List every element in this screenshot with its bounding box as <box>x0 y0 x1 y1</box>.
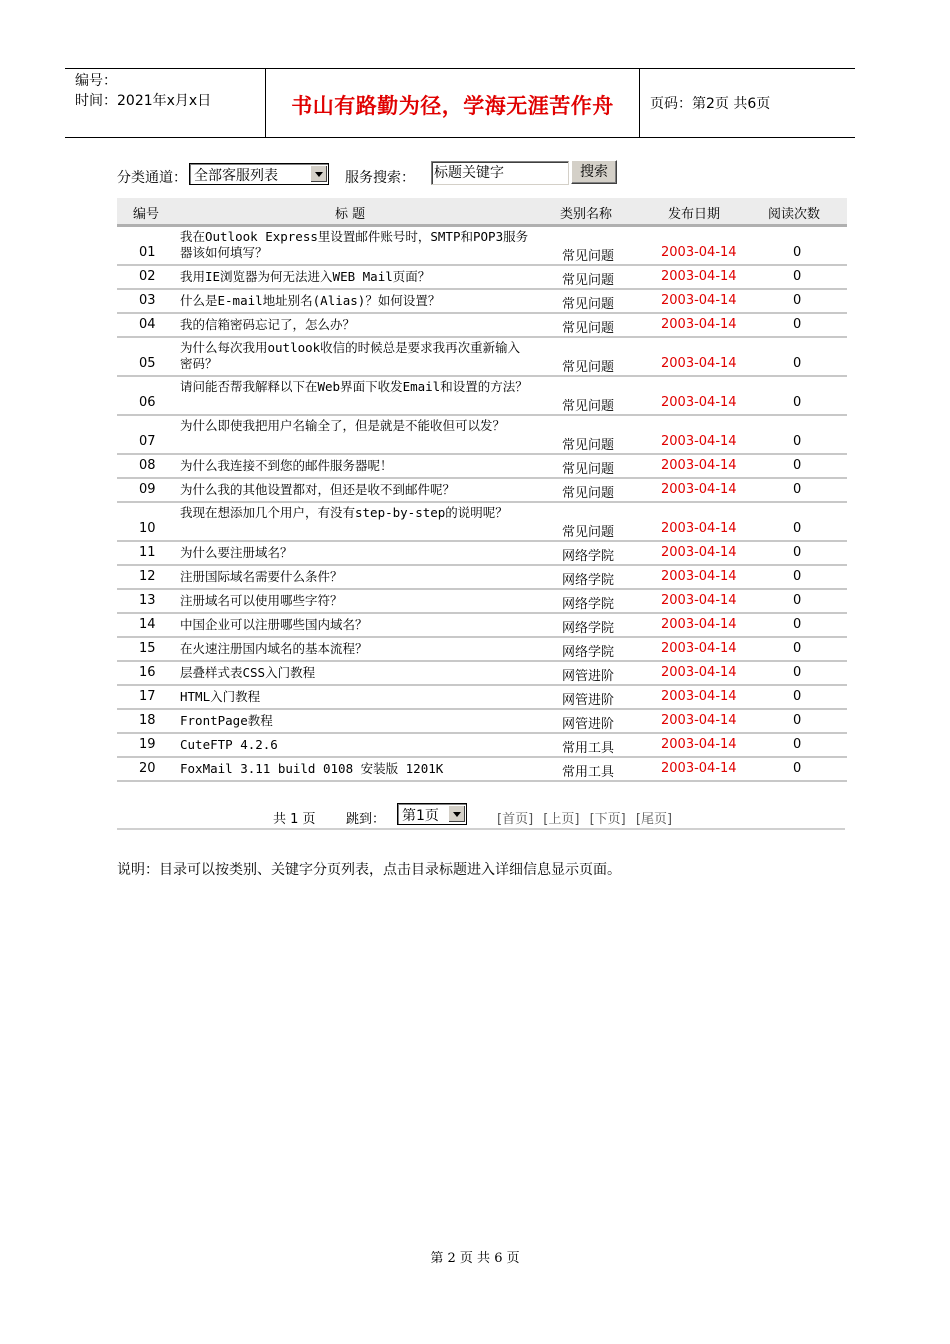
row-category: 常见问题 <box>562 438 615 453</box>
next-page-link[interactable]: [下页] <box>589 812 626 827</box>
jump-select[interactable] <box>397 803 467 825</box>
row-number: 06 <box>139 395 156 410</box>
row-date: 2003-04-14 <box>661 269 737 284</box>
row-title-link[interactable]: 什么是E-mail地址别名(Alias)？如何设置？ <box>180 293 441 308</box>
row-category: 网络学院 <box>562 549 615 564</box>
table-row[interactable] <box>117 686 847 710</box>
table-row[interactable] <box>117 479 847 503</box>
row-title-link[interactable]: 注册域名可以使用哪些字符？ <box>180 593 343 608</box>
row-title-link[interactable]: 在火速注册国内域名的基本流程？ <box>180 641 368 656</box>
row-category: 网管进阶 <box>562 693 615 708</box>
row-title-link[interactable]: 我用IE浏览器为何无法进入WEB Mail页面？ <box>180 269 431 284</box>
table-row[interactable] <box>117 662 847 686</box>
search-label: 服务搜索： <box>345 170 415 186</box>
row-category: 网管进阶 <box>562 717 615 732</box>
row-category: 常用工具 <box>562 741 615 756</box>
row-title-link[interactable]: 中国企业可以注册哪些国内域名？ <box>180 617 368 632</box>
category-select[interactable] <box>189 163 329 185</box>
row-read-count: 0 <box>793 482 802 497</box>
row-title-link[interactable]: 为什么我连接不到您的邮件服务器呢！ <box>180 458 393 473</box>
table-row[interactable] <box>117 734 847 758</box>
row-date: 2003-04-14 <box>661 545 737 560</box>
row-date: 2003-04-14 <box>661 665 737 680</box>
row-read-count: 0 <box>793 689 802 704</box>
time-label: 时间：2021年x月x日 <box>75 93 212 109</box>
row-number: 18 <box>139 713 156 728</box>
row-number: 16 <box>139 665 156 680</box>
row-title-link[interactable]: 我现在想添加几个用户，有没有step-by-step的说明呢？ <box>180 505 508 520</box>
table-row[interactable] <box>117 710 847 734</box>
first-page-link[interactable]: [首页] <box>497 812 534 827</box>
table-row[interactable] <box>117 566 847 590</box>
row-category: 常见问题 <box>562 321 615 336</box>
row-category: 常用工具 <box>562 765 615 780</box>
row-date: 2003-04-14 <box>661 713 737 728</box>
row-number: 19 <box>139 737 156 752</box>
row-read-count: 0 <box>793 269 802 284</box>
row-date: 2003-04-14 <box>661 482 737 497</box>
row-title-link[interactable]: 层叠样式表CSS入门教程 <box>180 665 316 680</box>
row-number: 03 <box>139 293 156 308</box>
table-row[interactable] <box>117 377 847 416</box>
chevron-down-icon[interactable] <box>310 165 327 182</box>
prev-page-link[interactable]: [上页] <box>543 812 580 827</box>
table-row[interactable] <box>117 227 847 266</box>
table-row[interactable] <box>117 503 847 542</box>
description-note: 说明：目录可以按类别、关键字分页列表，点击目录标题进入详细信息显示页面。 <box>117 862 621 878</box>
row-title-link[interactable]: 为什么即使我把用户名输全了，但是就是不能收但可以发？ <box>180 418 506 433</box>
row-category: 常见问题 <box>562 399 615 414</box>
row-read-count: 0 <box>793 245 802 260</box>
code-label: 编号： <box>75 73 117 89</box>
pager-links <box>497 808 678 827</box>
row-read-count: 0 <box>793 356 802 371</box>
header-motto: 书山有路勤为径，学海无涯苦作舟 <box>291 93 614 118</box>
row-number: 11 <box>139 545 156 560</box>
row-number: 15 <box>139 641 156 656</box>
table-row[interactable] <box>117 614 847 638</box>
header-page-info: 页码：第2页 共6页 <box>650 96 771 112</box>
row-date: 2003-04-14 <box>661 689 737 704</box>
last-page-link[interactable]: [尾页] <box>635 812 673 827</box>
row-number: 05 <box>139 356 156 371</box>
faq-table <box>117 198 847 782</box>
row-category: 常见问题 <box>562 297 615 312</box>
row-title-link[interactable]: 我在Outlook Express里设置邮件账号时，SMTP和POP3服务器该如何填写？ <box>180 229 529 260</box>
row-date: 2003-04-14 <box>661 737 737 752</box>
row-date: 2003-04-14 <box>661 434 737 449</box>
row-date: 2003-04-14 <box>661 245 737 260</box>
row-number: 17 <box>139 689 156 704</box>
row-title-link[interactable]: 为什么我的其他设置都对，但还是收不到邮件呢？ <box>180 482 456 497</box>
row-date: 2003-04-14 <box>661 521 737 536</box>
jump-select-value: 第1页 <box>402 808 439 824</box>
row-title-link[interactable]: 注册国际域名需要什么条件？ <box>180 569 343 584</box>
row-number: 12 <box>139 569 156 584</box>
row-date: 2003-04-14 <box>661 317 737 332</box>
row-read-count: 0 <box>793 761 802 776</box>
row-number: 13 <box>139 593 156 608</box>
row-date: 2003-04-14 <box>661 593 737 608</box>
row-number: 14 <box>139 617 156 632</box>
row-category: 网络学院 <box>562 621 615 636</box>
row-category: 常见问题 <box>562 525 615 540</box>
document-header <box>65 68 855 138</box>
row-read-count: 0 <box>793 458 802 473</box>
header-meta <box>75 71 265 111</box>
search-button[interactable]: 搜索 <box>571 160 617 184</box>
table-row[interactable] <box>117 590 847 614</box>
row-read-count: 0 <box>793 545 802 560</box>
search-input[interactable] <box>432 162 564 182</box>
table-row[interactable] <box>117 455 847 479</box>
row-read-count: 0 <box>793 569 802 584</box>
row-title-link[interactable]: CuteFTP 4.2.6 <box>180 737 278 752</box>
row-read-count: 0 <box>793 713 802 728</box>
column-header-no: 编号 <box>133 207 160 222</box>
category-label: 分类通道： <box>117 170 187 186</box>
table-row[interactable] <box>117 542 847 566</box>
column-header-date: 发布日期 <box>668 207 721 222</box>
table-row[interactable] <box>117 290 847 314</box>
row-read-count: 0 <box>793 317 802 332</box>
row-read-count: 0 <box>793 293 802 308</box>
table-row[interactable] <box>117 416 847 455</box>
table-row[interactable] <box>117 266 847 290</box>
search-input-wrap <box>431 161 569 185</box>
table-header <box>117 198 847 227</box>
table-body <box>117 227 847 782</box>
column-header-title: 标 题 <box>335 207 366 222</box>
row-date: 2003-04-14 <box>661 458 737 473</box>
row-title-link[interactable]: 请问能否帮我解释以下在Web界面下收发Email和设置的方法？ <box>180 379 528 394</box>
column-header-reads: 阅读次数 <box>768 207 821 222</box>
chevron-down-icon[interactable] <box>448 805 465 822</box>
row-category: 常见问题 <box>562 486 615 501</box>
row-title-link[interactable]: 我的信箱密码忘记了，怎么办？ <box>180 317 356 332</box>
row-number: 07 <box>139 434 156 449</box>
table-row[interactable] <box>117 638 847 662</box>
row-number: 04 <box>139 317 156 332</box>
row-category: 常见问题 <box>562 360 615 375</box>
row-date: 2003-04-14 <box>661 569 737 584</box>
row-title-link[interactable]: 为什么每次我用outlook收信的时候总是要求我再次重新输入密码？ <box>180 340 521 371</box>
row-number: 10 <box>139 521 156 536</box>
page-footer: 第 2 页 共 6 页 <box>430 1251 520 1266</box>
row-read-count: 0 <box>793 593 802 608</box>
row-read-count: 0 <box>793 434 802 449</box>
row-title-link[interactable]: FrontPage教程 <box>180 713 273 728</box>
row-read-count: 0 <box>793 395 802 410</box>
page-total: 共 1 页 <box>273 812 316 827</box>
row-read-count: 0 <box>793 641 802 656</box>
row-read-count: 0 <box>793 737 802 752</box>
header-divider <box>639 69 640 137</box>
row-category: 网络学院 <box>562 645 615 660</box>
row-title-link[interactable]: FoxMail 3.11 build 0108 安装版 1201K <box>180 761 444 776</box>
row-date: 2003-04-14 <box>661 293 737 308</box>
row-category: 常见问题 <box>562 462 615 477</box>
row-read-count: 0 <box>793 521 802 536</box>
row-number: 20 <box>139 761 156 776</box>
row-date: 2003-04-14 <box>661 617 737 632</box>
pager <box>117 800 845 830</box>
row-category: 常见问题 <box>562 249 615 264</box>
table-row[interactable] <box>117 338 847 377</box>
row-number: 08 <box>139 458 156 473</box>
row-category: 网管进阶 <box>562 669 615 684</box>
row-read-count: 0 <box>793 617 802 632</box>
row-title-link[interactable]: HTML入门教程 <box>180 689 261 704</box>
column-header-category: 类别名称 <box>560 207 613 222</box>
row-number: 01 <box>139 245 156 260</box>
row-category: 网络学院 <box>562 597 615 612</box>
category-select-value: 全部客服列表 <box>194 168 278 184</box>
table-row[interactable] <box>117 758 847 782</box>
row-date: 2003-04-14 <box>661 356 737 371</box>
row-date: 2003-04-14 <box>661 641 737 656</box>
table-row[interactable] <box>117 314 847 338</box>
row-date: 2003-04-14 <box>661 761 737 776</box>
row-date: 2003-04-14 <box>661 395 737 410</box>
row-number: 09 <box>139 482 156 497</box>
row-category: 网络学院 <box>562 573 615 588</box>
row-read-count: 0 <box>793 665 802 680</box>
row-category: 常见问题 <box>562 273 615 288</box>
row-number: 02 <box>139 269 156 284</box>
jump-label: 跳到： <box>346 812 386 827</box>
row-title-link[interactable]: 为什么要注册域名？ <box>180 545 293 560</box>
